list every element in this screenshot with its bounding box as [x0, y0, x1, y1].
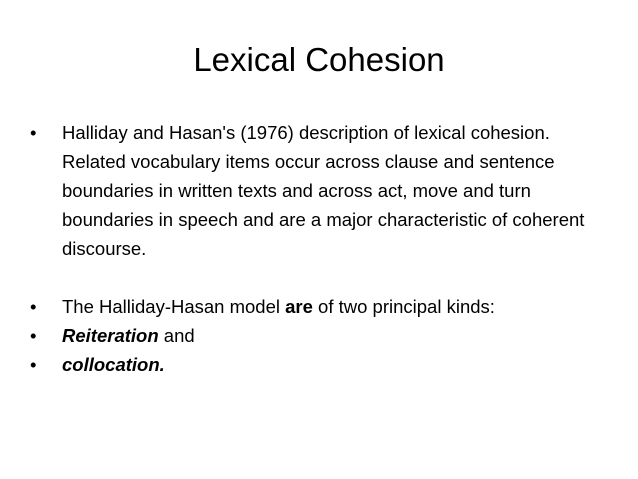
bullet-item-collocation: [30, 350, 610, 379]
bullet-icon: •: [30, 296, 37, 317]
bullet-item-description: [30, 118, 610, 263]
bullet-text-after: of two principal kinds:: [312, 296, 495, 317]
bullet-text-after: and: [158, 325, 195, 346]
slide-title: Lexical Cohesion: [193, 41, 445, 78]
bullet-emphasis: Reiteration: [62, 325, 159, 346]
bullet-text-before: The Halliday-Hasan model: [62, 296, 286, 317]
bullet-emphasis: are: [285, 296, 313, 317]
bullet-emphasis: collocation.: [62, 354, 165, 375]
bullet-icon: •: [30, 325, 37, 346]
bullet-text: Halliday and Hasan's (1976) description of lexical cohesion. Related vocabulary items occur across clause and sentence boundaries in written texts and across act, move and turn boundaries in speech and are a major characteristic of coherent discourse.: [62, 122, 585, 259]
bullet-icon: •: [30, 122, 37, 143]
bullet-item-model: [30, 292, 610, 321]
bullet-list: [30, 118, 610, 379]
bullet-item-reiteration: [30, 321, 610, 350]
bullet-icon: •: [30, 354, 37, 375]
